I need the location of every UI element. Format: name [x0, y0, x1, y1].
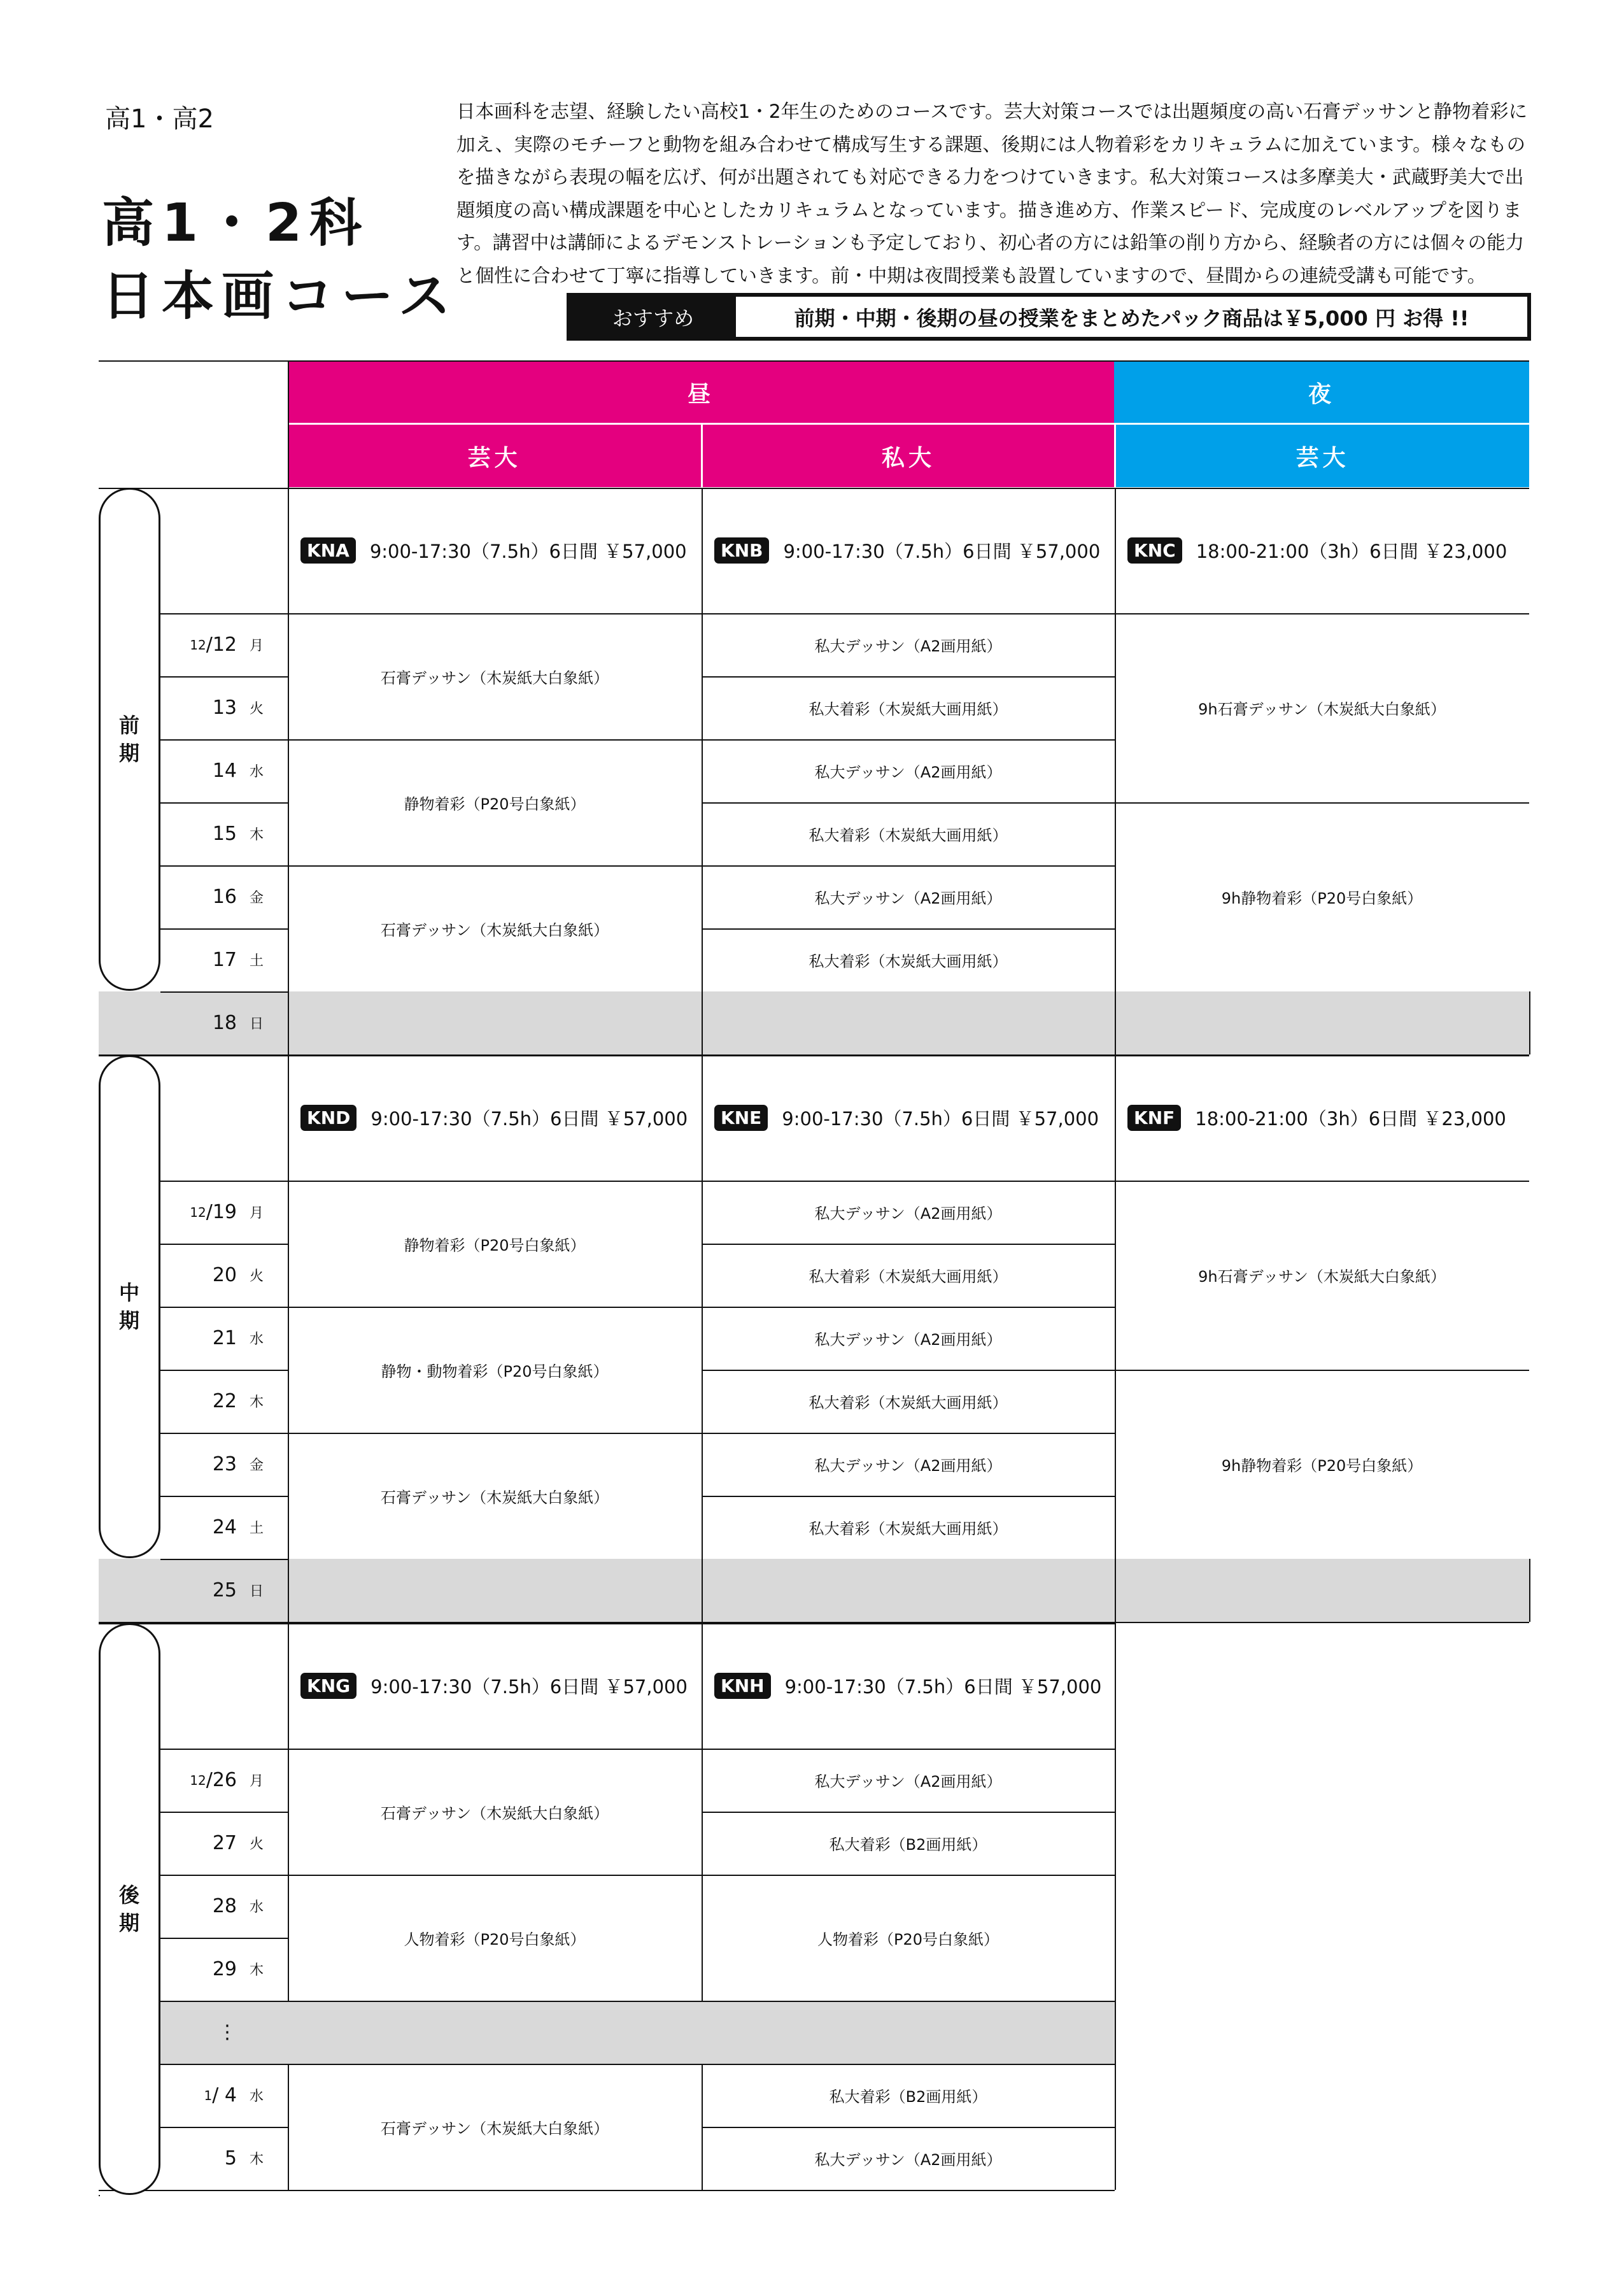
- date-number: 5: [224, 2147, 237, 2169]
- date-day: [160, 928, 237, 991]
- shidai-lesson: 私大デッサン（A2画用紙）: [814, 1457, 1002, 1475]
- course-time-price: 9:00-17:30（7.5h）6日間 ￥57,000: [371, 1675, 688, 1698]
- date-number: 17: [212, 949, 237, 971]
- period-label-char: 期: [118, 741, 139, 765]
- date-number: 25: [212, 1579, 237, 1601]
- date-number: 14: [212, 760, 237, 782]
- shidai-lesson: 私大デッサン（A2画用紙）: [814, 637, 1002, 655]
- weekday: 月: [250, 638, 264, 654]
- page-title-line2: 日本画コース: [102, 266, 458, 327]
- date-number: /12: [206, 634, 237, 656]
- night-lesson: 9h静物着彩（P20号白象紙）: [1221, 1457, 1423, 1475]
- weekday: 水: [250, 2089, 264, 2105]
- date-day: [160, 1244, 237, 1307]
- weekday: 木: [250, 827, 264, 843]
- shidai-lesson: 私大着彩（B2画用紙）: [829, 1836, 987, 1854]
- weekday: 日: [250, 1584, 264, 1600]
- course-info-kna: [300, 526, 687, 574]
- course-time-price: 9:00-17:30（7.5h）6日間 ￥57,000: [784, 1675, 1102, 1698]
- weekday: 水: [250, 1899, 264, 1915]
- shidai-lesson: 私大着彩（木炭紙大画用紙）: [808, 1268, 1008, 1286]
- weekday: 火: [250, 1268, 264, 1284]
- course-time-price: 9:00-17:30（7.5h）6日間 ￥57,000: [783, 540, 1101, 562]
- right-edge: [1529, 1559, 1530, 1622]
- shidai-lesson: 私大デッサン（A2画用紙）: [814, 1205, 1002, 1223]
- date-day: [160, 1307, 237, 1370]
- date-day: [160, 991, 237, 1054]
- geidai-lesson: 石膏デッサン（木炭紙大白象紙）: [380, 921, 609, 939]
- promo-text: 前期・中期・後期の昼の授業をまとめたパック商品は￥5,000 円 お得 !!: [794, 306, 1469, 330]
- date-number: 18: [212, 1012, 237, 1034]
- date-month: 12: [190, 1204, 206, 1220]
- course-info-knf: [1127, 1093, 1506, 1142]
- skip-line-bottom: [160, 2064, 1115, 2065]
- date-day: [160, 2127, 237, 2190]
- geidai-lesson: 静物・動物着彩（P20号白象紙）: [381, 1362, 609, 1381]
- weekday: 金: [250, 1458, 264, 1473]
- page-title-line1: 高1・2科: [102, 193, 370, 253]
- date-number: 24: [212, 1516, 237, 1538]
- course-code-badge: KNE: [714, 1105, 768, 1131]
- shidai-lesson: 私大着彩（木炭紙大画用紙）: [808, 1520, 1008, 1538]
- geidai-lesson: 石膏デッサン（木炭紙大白象紙）: [380, 1488, 609, 1507]
- date-month: 12: [190, 1772, 206, 1788]
- date-day: [160, 739, 237, 802]
- course-info-knb: [714, 526, 1100, 574]
- date-number: 28: [212, 1895, 237, 1917]
- date-number: 15: [212, 823, 237, 845]
- header-night: 夜: [1114, 362, 1529, 423]
- date-day: [160, 613, 237, 676]
- date-number: / 4: [212, 2084, 237, 2106]
- date-month: 1: [204, 2087, 213, 2103]
- shidai-lesson: 私大デッサン（A2画用紙）: [814, 1331, 1002, 1349]
- date-day: [160, 1559, 237, 1622]
- shidai-lesson: 私大着彩（木炭紙大画用紙）: [808, 700, 1008, 718]
- course-time-price: 9:00-17:30（7.5h）6日間 ￥57,000: [369, 540, 687, 562]
- geidai-lesson: 石膏デッサン（木炭紙大白象紙）: [380, 669, 609, 687]
- weekday: 木: [250, 2152, 264, 2168]
- date-number: /19: [206, 1201, 237, 1223]
- date-day: [160, 1181, 237, 1244]
- skip-line-top: [160, 2001, 1115, 2002]
- date-number: 20: [212, 1264, 237, 1286]
- geidai-lesson: 静物着彩（P20号白象紙）: [404, 1236, 586, 1254]
- course-time-price: 9:00-17:30（7.5h）6日間 ￥57,000: [782, 1107, 1099, 1130]
- course-info-knh: [714, 1661, 1101, 1710]
- night-lesson: 9h静物着彩（P20号白象紙）: [1221, 890, 1423, 907]
- course-code-badge: KNB: [714, 537, 769, 564]
- header-shidai: 私大: [703, 425, 1114, 487]
- shidai-lesson: 私大着彩（B2画用紙）: [829, 2088, 987, 2106]
- date-day: [160, 1433, 237, 1496]
- shidai-lesson: 私大着彩（木炭紙大画用紙）: [808, 827, 1008, 844]
- shidai-lesson: 私大着彩（木炭紙大画用紙）: [808, 1394, 1008, 1412]
- shidai-lesson: 人物着彩（P20号白象紙）: [817, 1930, 999, 1949]
- weekday: 金: [250, 890, 264, 906]
- shidai-lesson: 私大デッサン（A2画用紙）: [814, 2151, 1002, 2169]
- date-day: [160, 865, 237, 928]
- period-label-char: 期: [118, 1309, 139, 1333]
- date-number: 23: [212, 1453, 237, 1475]
- table-top-line: [99, 360, 1529, 362]
- promo-banner: [567, 293, 1531, 341]
- weekday: 火: [250, 701, 264, 717]
- date-number: 22: [212, 1390, 237, 1412]
- course-code-badge: KNC: [1127, 537, 1182, 564]
- course-time-price: 18:00-21:00（3h）6日間 ￥23,000: [1196, 540, 1507, 562]
- shidai-lesson: 私大デッサン（A2画用紙）: [814, 763, 1002, 781]
- weekday: 木: [250, 1963, 264, 1978]
- course-code-badge: KNG: [300, 1673, 357, 1699]
- date-day: [160, 1370, 237, 1433]
- geidai-lesson: 石膏デッサン（木炭紙大白象紙）: [380, 2119, 609, 2138]
- course-code-badge: KNF: [1127, 1105, 1181, 1131]
- period-label: [117, 1279, 142, 1335]
- course-code-badge: KNA: [300, 537, 356, 564]
- closed-day-row: [99, 1559, 1529, 1622]
- weekday: 水: [250, 764, 264, 780]
- shidai-lesson: 私大着彩（木炭紙大画用紙）: [808, 953, 1008, 970]
- promo-tag: おすすめ: [570, 297, 736, 337]
- course-time-price: 9:00-17:30（7.5h）6日間 ￥57,000: [371, 1107, 688, 1130]
- weekday: 水: [250, 1331, 264, 1347]
- column-divider: [1115, 1623, 1116, 2190]
- course-info-knd: [300, 1093, 688, 1142]
- period-top-line: [99, 1623, 1115, 1624]
- header-geidai: 芸大: [288, 425, 701, 487]
- date-day: [160, 1875, 237, 1938]
- date-number: 16: [212, 886, 237, 908]
- date-month: 12: [190, 637, 206, 653]
- geidai-lesson: 石膏デッサン（木炭紙大白象紙）: [380, 1804, 609, 1822]
- date-number: 29: [212, 1958, 237, 1980]
- course-code-badge: KND: [300, 1105, 357, 1131]
- date-day: [160, 1938, 237, 2001]
- period-bottom-line: [99, 2190, 1115, 2191]
- date-day: [160, 2064, 237, 2127]
- weekday: 土: [250, 953, 264, 969]
- date-day: [160, 802, 237, 865]
- period-label-char: 中: [118, 1281, 139, 1305]
- weekday: 月: [250, 1773, 264, 1789]
- period-top-line: [99, 1055, 1529, 1056]
- header-left-edge: [288, 360, 289, 488]
- date-day: [160, 676, 237, 739]
- course-info-kng: [300, 1661, 688, 1710]
- night-lesson: 9h石膏デッサン（木炭紙大白象紙）: [1198, 1268, 1446, 1286]
- grade-label: 高1・高2: [105, 104, 214, 134]
- right-edge: [1529, 991, 1530, 1054]
- weekday: 木: [250, 1395, 264, 1410]
- night-lesson: 9h石膏デッサン（木炭紙大白象紙）: [1198, 700, 1446, 718]
- geidai-lesson: 静物着彩（P20号白象紙）: [404, 795, 586, 813]
- period-label: [117, 711, 142, 767]
- course-info-kne: [714, 1093, 1099, 1142]
- header-day: 昼: [288, 362, 1114, 423]
- period-label: [117, 1881, 142, 1937]
- course-description: 日本画科を志望、経験したい高校1・2年生のためのコースです。芸大対策コースでは出題頻度の高い石膏デッサンと静物着彩に加え、実際のモチーフと動物を組み合わせて構成写生する課題、後期には人物着彩をカリキュラムに加えています。様々なものを描きながら表現の幅を広げ、何が出題されても対応できる力をつけていきます。私大対策コースは多摩美大・武蔵野美大で出題頻度の高い構成課題を中心としたカリキュラムとなっています。描き進め方、作業スピード、完成度のレベルアップを図ります。講習中は講師によるデモンストレーションも予定しており、初心者の方には鉛筆の削り方から、経験者の方には個々の能力と個性に合わせて丁寧に指導していきます。前・中期は夜間授業も設置していますので、昼間からの連続受講も可能です。: [456, 101, 1528, 287]
- period-label-char: 前: [118, 713, 139, 737]
- date-day: [160, 1749, 237, 1812]
- date-day: [160, 1812, 237, 1875]
- skipped-days-row: [160, 2001, 1115, 2064]
- period-label-char: 後: [118, 1883, 139, 1907]
- course-info-knc: [1127, 526, 1507, 574]
- weekday: 火: [250, 1836, 264, 1852]
- weekday: 月: [250, 1205, 264, 1221]
- date-number: ⋮: [218, 2021, 237, 2043]
- late-left: [99, 2195, 100, 2196]
- weekday: 土: [250, 1521, 264, 1537]
- weekday: 日: [250, 1016, 264, 1032]
- course-time-price: 18:00-21:00（3h）6日間 ￥23,000: [1195, 1107, 1506, 1130]
- closed-day-row: [99, 991, 1529, 1054]
- date-number: 13: [212, 697, 237, 719]
- period-top-line: [99, 488, 1529, 489]
- period-label-char: 期: [118, 1911, 139, 1935]
- date-day: [160, 2001, 237, 2064]
- date-number: 27: [212, 1832, 237, 1854]
- date-number: 21: [212, 1327, 237, 1349]
- date-number: /26: [206, 1769, 237, 1791]
- course-code-badge: KNH: [714, 1673, 771, 1699]
- header-geidai-night: 芸大: [1116, 425, 1529, 487]
- geidai-lesson: 人物着彩（P20号白象紙）: [404, 1930, 586, 1949]
- shidai-lesson: 私大デッサン（A2画用紙）: [814, 1773, 1002, 1791]
- shidai-lesson: 私大デッサン（A2画用紙）: [814, 890, 1002, 907]
- date-day: [160, 1496, 237, 1559]
